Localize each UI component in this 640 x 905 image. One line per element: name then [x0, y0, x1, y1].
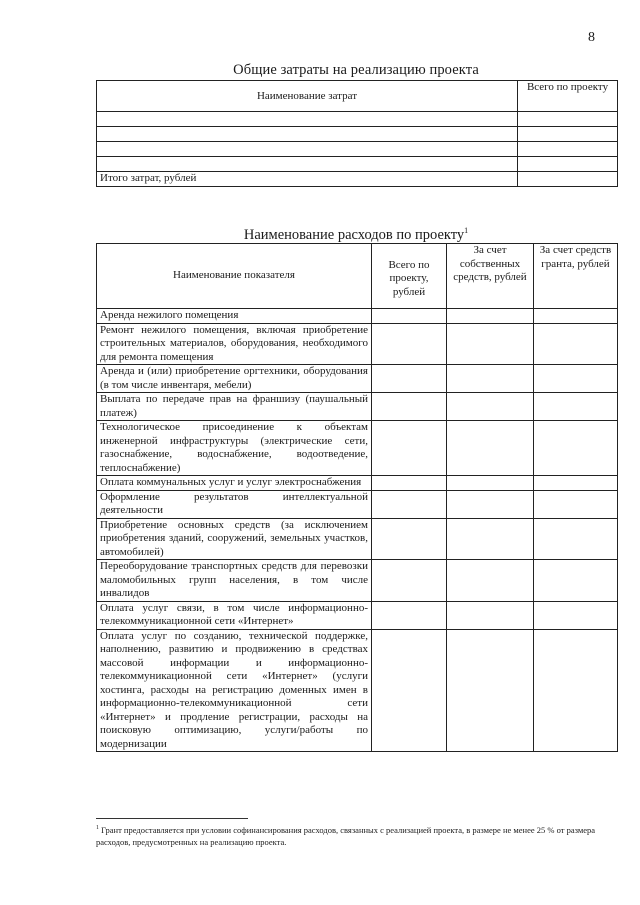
expense-item-label: Приобретение основных средств (за исключением приобретения зданий, сооружений, земельных участков, автомобилей) [97, 518, 372, 560]
footnote-text: Грант предоставляется при условии софинансирования расходов, связанных с реализацией проекта, в размере не менее 25 % от размера расходов, предусмотренных на реализацию проекта. [96, 824, 596, 847]
expenses-title-text: Наименование расходов по проекту [243, 226, 465, 243]
empty-cell[interactable] [447, 309, 534, 324]
empty-cell[interactable] [534, 323, 618, 365]
empty-cell[interactable] [534, 629, 618, 752]
empty-cell[interactable] [518, 157, 618, 172]
empty-cell[interactable] [372, 323, 447, 365]
table-row [97, 112, 618, 127]
empty-cell[interactable] [447, 629, 534, 752]
expenses-table [96, 243, 618, 752]
total-label: Итого затрат, рублей [97, 172, 518, 187]
expense-item-label: Аренда и (или) приобретение оргтехники, оборудования (в том числе инвентаря, мебели) [97, 365, 372, 393]
empty-cell[interactable] [372, 476, 447, 491]
table-row [97, 560, 618, 602]
empty-cell[interactable] [97, 142, 518, 157]
header-cost-name: Наименование затрат [97, 81, 518, 112]
table-header-row [97, 244, 618, 309]
empty-cell[interactable] [534, 476, 618, 491]
expenses-title [96, 226, 616, 244]
expense-item-label: Оплата услуг по созданию, технической поддержке, наполнению, развитию и продвижению в средствах массовой информации и информационно-телекоммуникационной сети «Интернет» (услуги хостинга, расходы на регистрацию доменных имен в информационно-телекоммуникационной сети «Интернет» и продление регистрации, расходы на поисковую оптимизацию, услуги/работы по модернизации [97, 629, 372, 752]
expense-item-label: Переоборудование транспортных средств для перевозки маломобильных групп населения, в том числе инвалидов [97, 560, 372, 602]
table-row [97, 323, 618, 365]
total-costs-title: Общие затраты на реализацию проекта [233, 62, 479, 78]
footnote-ref: 1 [464, 226, 469, 235]
table-row [97, 365, 618, 393]
empty-cell[interactable] [372, 309, 447, 324]
header-indicator-name: Наименование показателя [97, 244, 372, 309]
total-value-cell[interactable] [518, 172, 618, 187]
empty-cell[interactable] [372, 421, 447, 476]
empty-cell[interactable] [447, 393, 534, 421]
header-own-funds: За счет собственных средств, рублей [447, 244, 534, 309]
empty-cell[interactable] [447, 365, 534, 393]
empty-cell[interactable] [372, 560, 447, 602]
empty-cell[interactable] [372, 601, 447, 629]
empty-cell[interactable] [447, 560, 534, 602]
table-row [97, 309, 618, 324]
table-row [97, 601, 618, 629]
expense-item-label: Оплата коммунальных услуг и услуг электроснабжения [97, 476, 372, 491]
expense-rows [97, 309, 618, 752]
expense-item-label: Оформление результатов интеллектуальной деятельности [97, 490, 372, 518]
expense-item-label: Технологическое присоединение к объектам инженерной инфраструктуры (электрические сети, газоснабжение, водоснабжение, водоотведение, теплоснабжение) [97, 421, 372, 476]
empty-cell[interactable] [534, 601, 618, 629]
header-grant-funds: За счет средств гранта, рублей [534, 244, 618, 309]
expense-item-label: Выплата по передаче прав на франшизу (паушальный платеж) [97, 393, 372, 421]
empty-cell[interactable] [447, 490, 534, 518]
empty-cell[interactable] [534, 309, 618, 324]
table-row [97, 421, 618, 476]
table-row [97, 518, 618, 560]
total-row [97, 172, 618, 187]
table-row [97, 476, 618, 491]
empty-cell[interactable] [534, 393, 618, 421]
empty-cell[interactable] [518, 112, 618, 127]
page-number: 8 [588, 30, 595, 45]
empty-cell[interactable] [447, 421, 534, 476]
table-header-row [97, 81, 618, 112]
empty-cell[interactable] [534, 490, 618, 518]
empty-cell[interactable] [447, 476, 534, 491]
expense-item-label: Ремонт нежилого помещения, включая приобретение строительных материалов, оборудования, необходимого для ремонта помещения [97, 323, 372, 365]
footnote-divider [96, 818, 248, 819]
empty-cell[interactable] [372, 518, 447, 560]
empty-cell[interactable] [447, 601, 534, 629]
empty-cell[interactable] [97, 127, 518, 142]
empty-cell[interactable] [534, 421, 618, 476]
footnote [96, 822, 618, 848]
table-row [97, 629, 618, 752]
empty-cell[interactable] [97, 157, 518, 172]
header-project-total: Всего по проекту [518, 81, 618, 112]
empty-cell[interactable] [534, 518, 618, 560]
empty-cell[interactable] [372, 393, 447, 421]
empty-cell[interactable] [518, 127, 618, 142]
empty-cell[interactable] [534, 365, 618, 393]
table-row [97, 490, 618, 518]
table-row [97, 127, 618, 142]
footnote-mark: 1 [96, 825, 99, 831]
empty-cell[interactable] [447, 518, 534, 560]
expense-item-label: Оплата услуг связи, в том числе информационно-телекоммуникационной сети «Интернет» [97, 601, 372, 629]
empty-cell[interactable] [518, 142, 618, 157]
empty-cell[interactable] [372, 365, 447, 393]
header-total-rubles: Всего по проекту, рублей [372, 244, 447, 309]
empty-cell[interactable] [372, 629, 447, 752]
empty-cell[interactable] [372, 490, 447, 518]
table-row [97, 393, 618, 421]
empty-cell[interactable] [97, 112, 518, 127]
table-row [97, 157, 618, 172]
empty-cell[interactable] [447, 323, 534, 365]
table-row [97, 142, 618, 157]
total-costs-table [96, 80, 618, 187]
empty-cell[interactable] [534, 560, 618, 602]
expense-item-label: Аренда нежилого помещения [97, 309, 372, 324]
